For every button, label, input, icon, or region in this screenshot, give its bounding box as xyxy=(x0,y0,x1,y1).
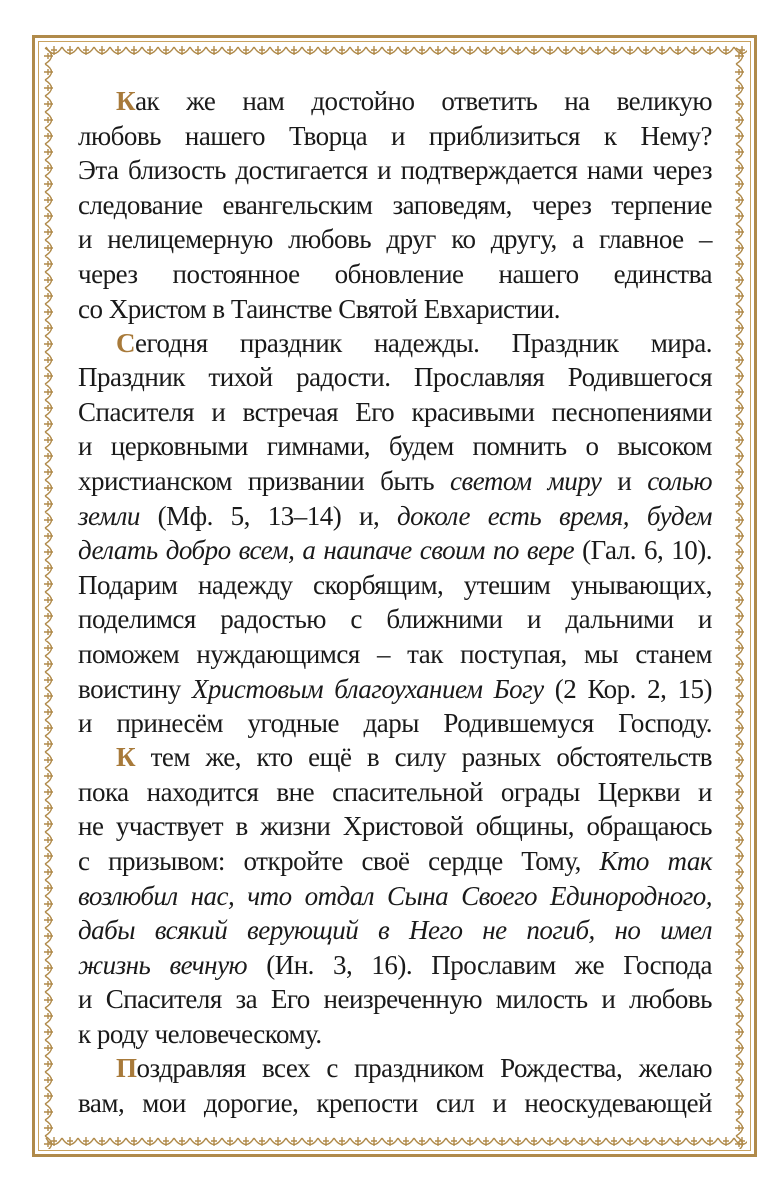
text-line xyxy=(78,292,712,327)
text-line xyxy=(78,809,712,844)
text-line xyxy=(78,879,712,914)
text-segment: с призывом: откройте своё сердце Тому, xyxy=(78,846,600,877)
italic-quote: солью xyxy=(647,466,712,497)
text-line xyxy=(78,948,712,983)
text-segment: тем же, кто ещё в силу разных обстоятельств xyxy=(135,742,712,773)
text-segment: ак же нам достойно ответить на великую xyxy=(135,86,712,116)
drop-cap: П xyxy=(116,1053,137,1084)
text-segment: (2 Кор. 2, 15) xyxy=(543,673,712,704)
text-segment: егодня праздник надежды. Праздник мира. xyxy=(135,327,712,358)
paragraph xyxy=(78,326,712,741)
ornament-left xyxy=(42,44,56,1149)
drop-cap: К xyxy=(116,86,136,116)
text-segment: христианском призвании быть xyxy=(78,466,451,497)
text-segment: вам, мои дорогие, крепости сил и неоскудевающей xyxy=(78,1087,712,1118)
text-segment: к роду человеческому. xyxy=(78,1019,322,1050)
text-segment: Подарим надежду скорбящим, утешим унывающих, xyxy=(78,569,712,600)
italic-quote: Христовым благоуханием Богу xyxy=(191,673,544,704)
text-segment: воистину xyxy=(78,673,192,704)
text-line xyxy=(78,119,712,154)
text-segment: и принесём угодные дары Родившемуся Господу. xyxy=(78,708,712,739)
text-segment: следование евангельским заповедям, через терпение xyxy=(78,189,712,220)
text-line xyxy=(78,637,712,672)
text-line xyxy=(78,188,712,223)
text-segment: и xyxy=(601,466,648,497)
text-line xyxy=(78,499,712,534)
ornament-top xyxy=(42,44,747,58)
text-segment: через постоянное обновление нашего единства xyxy=(78,258,712,289)
text-line xyxy=(78,740,712,775)
italic-quote: Кто так xyxy=(599,846,712,877)
text-line xyxy=(78,1086,712,1121)
text-line xyxy=(78,395,712,430)
text-line xyxy=(78,775,712,810)
text-segment: Эта близость достигается и подтверждается нами через xyxy=(78,155,712,186)
text-line xyxy=(78,568,712,603)
italic-quote: земли xyxy=(78,500,140,531)
text-line xyxy=(78,706,712,741)
text-line xyxy=(78,257,712,292)
text-line xyxy=(78,84,712,119)
text-segment: поможем нуждающимся – так поступая, мы станем xyxy=(78,639,712,669)
text-segment: и нелицемерную любовь друг ко другу, а главное – xyxy=(78,224,712,255)
italic-quote: возлюбил нас, что отдал Сына Своего Единородного, xyxy=(78,880,712,911)
italic-quote: дабы всякий верующий в Него не погиб, но имел xyxy=(78,915,712,946)
paragraph xyxy=(78,1051,712,1120)
paragraph xyxy=(78,740,712,1051)
text-line xyxy=(78,326,712,361)
ornament-bottom xyxy=(42,1135,747,1149)
text-line xyxy=(78,360,712,395)
italic-quote: жизнь вечную xyxy=(78,949,248,980)
text-segment: (Гал. 6, 10). xyxy=(574,535,712,566)
text-segment: пока находится вне спасительной ограды Церкви и xyxy=(78,776,712,807)
text-segment: (Мф. 5, 13–14) и, xyxy=(139,500,397,531)
text-line xyxy=(78,602,712,637)
ornament-right xyxy=(733,44,747,1149)
text-segment: и церковными гимнами, будем помнить о высоком xyxy=(78,431,712,462)
text-line xyxy=(78,1051,712,1086)
text-segment: и Спасителя за Его неизреченную милость и любовь xyxy=(78,984,712,1015)
text-line xyxy=(78,464,712,499)
text-line xyxy=(78,913,712,948)
text-line xyxy=(78,844,712,879)
text-segment: Праздник тихой радости. Прославляя Родившегося xyxy=(78,362,712,393)
drop-cap: С xyxy=(116,327,135,358)
text-line xyxy=(78,153,712,188)
italic-quote: светом миру xyxy=(450,466,602,497)
drop-cap: К xyxy=(116,742,136,773)
text-segment: не участвует в жизни Христовой общины, обращаюсь xyxy=(78,811,712,842)
text-segment: поделимся радостью с ближними и дальними и xyxy=(78,604,712,635)
text-segment: Спасителя и встречая Его красивыми песнопениями xyxy=(78,396,712,427)
text-line xyxy=(78,429,712,464)
document-body xyxy=(78,84,712,1121)
text-segment: (Ин. 3, 16). Прославим же Господа xyxy=(247,949,712,980)
paragraph xyxy=(78,84,712,326)
italic-quote: делать добро всем, а наипаче своим по вере xyxy=(78,535,575,566)
text-line xyxy=(78,222,712,257)
italic-quote: доколе есть время, будем xyxy=(397,500,713,531)
text-segment: со Христом в Таинстве Святой Евхаристии. xyxy=(78,293,560,324)
text-line xyxy=(78,1017,712,1052)
text-segment: любовь нашего Творца и приблизиться к Нему? xyxy=(78,120,712,151)
text-line xyxy=(78,672,712,707)
text-segment: оздравляя всех с праздником Рождества, желаю xyxy=(136,1053,712,1084)
text-line xyxy=(78,982,712,1017)
text-line xyxy=(78,533,712,568)
